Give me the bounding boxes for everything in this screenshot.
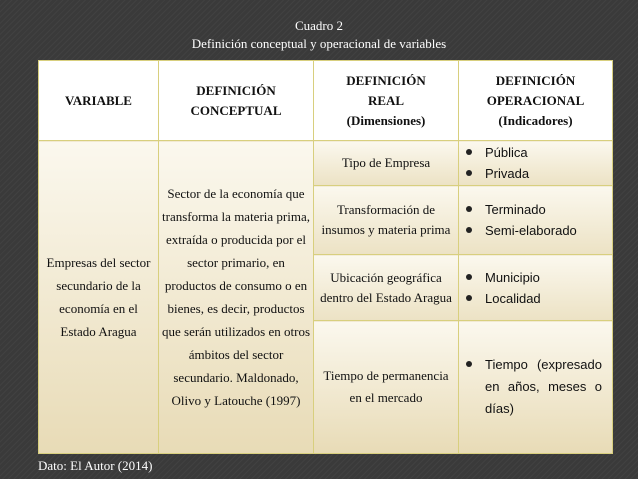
header-row (39, 61, 613, 141)
header-operacional-line: DEFINICIÓN (495, 72, 576, 88)
header-conceptual-line: DEFINICIÓN (196, 82, 276, 98)
table-row (39, 141, 613, 186)
variables-table (38, 60, 613, 454)
header-conceptual-line: CONCEPTUAL (190, 102, 282, 118)
dimension-cell: Tiempo de permanencia en el mercado (314, 321, 459, 454)
header-real (314, 61, 459, 141)
indicator-item: Pública (465, 142, 609, 163)
indicator-item: Privada (465, 163, 609, 184)
indicator-item: Localidad (465, 288, 609, 309)
header-operacional (459, 61, 613, 141)
source-footnote: Dato: El Autor (2014) (38, 458, 153, 473)
variable-cell: Empresas del sector secundario de la economía en el Estado Aragua (39, 141, 159, 454)
indicator-item: Terminado (465, 199, 609, 220)
indicator-cell (459, 186, 613, 255)
dimension-cell: Transformación de insumos y materia prima (314, 186, 459, 255)
header-conceptual (159, 61, 314, 141)
indicator-item: Semi-elaborado (465, 220, 609, 241)
header-operacional-line: (Indicadores) (498, 112, 573, 128)
header-variable (39, 61, 159, 141)
dimension-cell: Ubicación geográfica dentro del Estado Aragua (314, 255, 459, 321)
header-real-line: DEFINICIÓN (346, 72, 426, 88)
header-operacional-line: OPERACIONAL (486, 92, 585, 108)
header-real-line: (Dimensiones) (346, 112, 426, 128)
table-caption-number: Cuadro 2 (294, 18, 344, 33)
indicator-cell (459, 321, 613, 454)
indicator-cell (459, 141, 613, 186)
table-caption-title: Definición conceptual y operacional de variables (191, 36, 447, 51)
header-variable-text: VARIABLE (65, 92, 132, 108)
header-real-line: REAL (367, 92, 405, 108)
indicator-item: Municipio (465, 267, 609, 288)
dimension-cell: Tipo de Empresa (314, 141, 459, 186)
indicator-item: Tiempo (expresado en años, meses o días) (465, 354, 604, 420)
conceptual-definition-cell: Sector de la economía que transforma la materia prima, extraída o producida por el sector primario, en productos de consumo o en bienes, es decir, productos que serán utilizados en otros ámbitos del sector secundario. Maldonado, Olivo y Latouche (1997) (159, 141, 314, 454)
indicator-cell (459, 255, 613, 321)
